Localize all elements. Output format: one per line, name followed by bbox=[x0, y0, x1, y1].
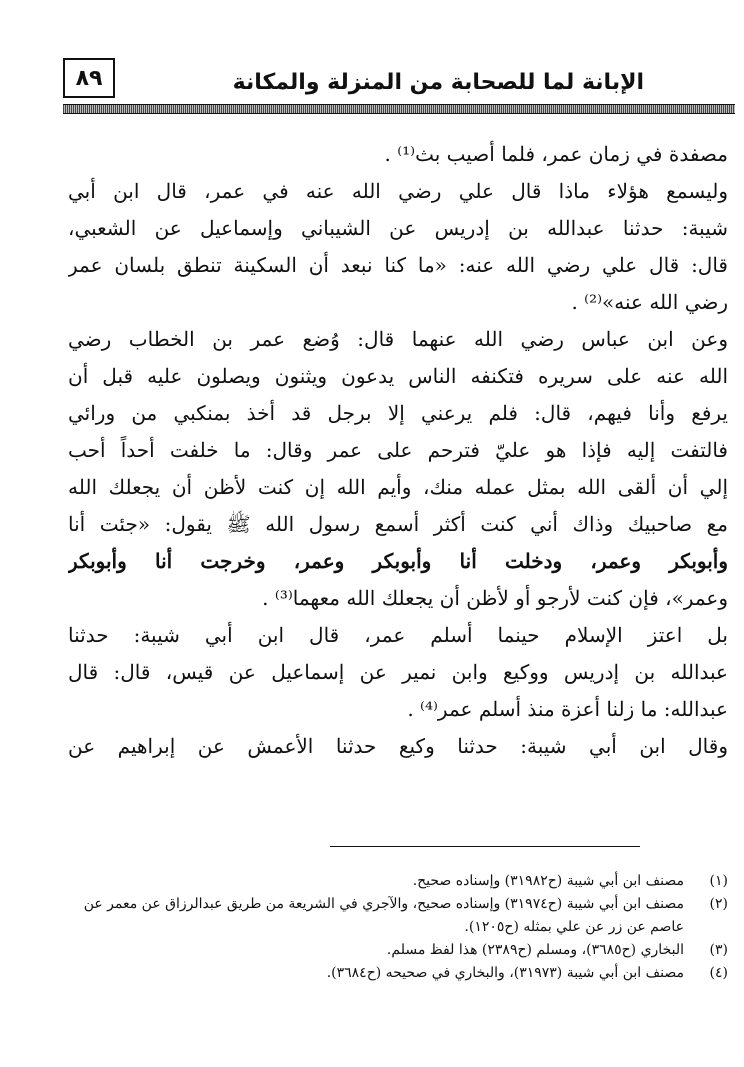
main-text bbox=[68, 136, 728, 765]
footnotes bbox=[68, 870, 728, 985]
text-line: وأبوبكر وعمر، ودخلت أنا وأبوبكر وعمر، وخرجت أنا وأبوبكر bbox=[68, 549, 728, 573]
text-line: قال: قال علي رضي الله عنه: «ما كنا نبعد أن السكينة تنطق بلسان عمر bbox=[68, 253, 728, 277]
footnote-separator bbox=[330, 846, 640, 847]
footnote bbox=[68, 893, 728, 939]
text-line: إلي أن ألقى الله بمثل عمله منك، وأيم الله إن كنت لأظن أن يجعلك الله bbox=[68, 475, 728, 499]
text-line: وليسمع هؤلاء ماذا قال علي رضي الله عنه في عمر، قال ابن أبي bbox=[68, 179, 728, 203]
footnote-number: (١) bbox=[709, 873, 728, 889]
text-line: مصفدة في زمان عمر، فلما أصيب بث⁽¹⁾ . bbox=[384, 142, 728, 166]
text-line: وعن ابن عباس رضي الله عنهما قال: وُضع عمر بن الخطاب رضي bbox=[68, 327, 728, 351]
text-line: شيبة: حدثنا عبدالله بن إدريس عن الشيباني وإسماعيل عن الشعبي، bbox=[68, 216, 728, 240]
page-number: ٨٩ bbox=[63, 58, 115, 98]
text-line: يرفع وأنا فيهم، قال: فلم يرعني إلا برجل قد أخذ بمنكبي من ورائي bbox=[68, 401, 728, 425]
footnote-text: مصنف ابن أبي شيبة (٣١٩٧٣)، والبخاري في صحيحه (ح٣٦٨٤). bbox=[326, 965, 684, 981]
footnote bbox=[68, 870, 728, 893]
text-line: وقال ابن أبي شيبة: حدثنا وكيع حدثنا الأعمش عن إبراهيم عن bbox=[68, 734, 728, 758]
footnote-text: البخاري (ح٣٦٨٥)، ومسلم (ح٢٣٨٩) هذا لفظ مسلم. bbox=[386, 942, 684, 958]
text-line: الله عنه على سريره فتكنفه الناس يدعون ويثنون ويصلون عليه قبل أن bbox=[68, 364, 728, 388]
footnote-text: مصنف ابن أبي شيبة (ح٣١٩٧٤) وإسناده صحيح، والآجري في الشريعة من طريق عبدالرزاق عن معمر عن عاصم عن زر عن علي بمثله (ح١٢٠٥). bbox=[83, 896, 684, 935]
running-header-title: الإبانة لما للصحابة من المنزلة والمكانة bbox=[232, 70, 644, 95]
text-line: بل اعتز الإسلام حينما أسلم عمر، قال ابن أبي شيبة: حدثنا bbox=[68, 623, 728, 647]
text-line: رضي الله عنه»⁽²⁾ . bbox=[571, 290, 728, 314]
footnote-number: (٢) bbox=[709, 896, 728, 912]
text-line: فالتفت إليه فإذا هو عليّ فترحم على عمر وقال: ما خلفت أحداً أحب bbox=[68, 438, 728, 462]
footnote bbox=[68, 939, 728, 962]
footnote-number: (٤) bbox=[709, 965, 728, 981]
text-line: مع صاحبيك وذاك أني كنت أكثر أسمع رسول الله ﷺ يقول: «جئت أنا bbox=[68, 512, 728, 536]
footnote bbox=[68, 962, 728, 985]
header-rule bbox=[63, 104, 735, 114]
text-line: عبدالله: ما زلنا أعزة منذ أسلم عمر⁽⁴⁾ . bbox=[407, 697, 728, 721]
footnote-text: مصنف ابن أبي شيبة (ح٣١٩٨٢) وإسناده صحيح. bbox=[412, 873, 684, 889]
text-line: عبدالله بن إدريس ووكيع وابن نمير عن إسماعيل عن قيس، قال: قال bbox=[68, 660, 728, 684]
footnote-number: (٣) bbox=[709, 942, 728, 958]
text-line: وعمر»، فإن كنت لأرجو أو لأظن أن يجعلك الله معهما⁽³⁾ . bbox=[262, 586, 728, 610]
